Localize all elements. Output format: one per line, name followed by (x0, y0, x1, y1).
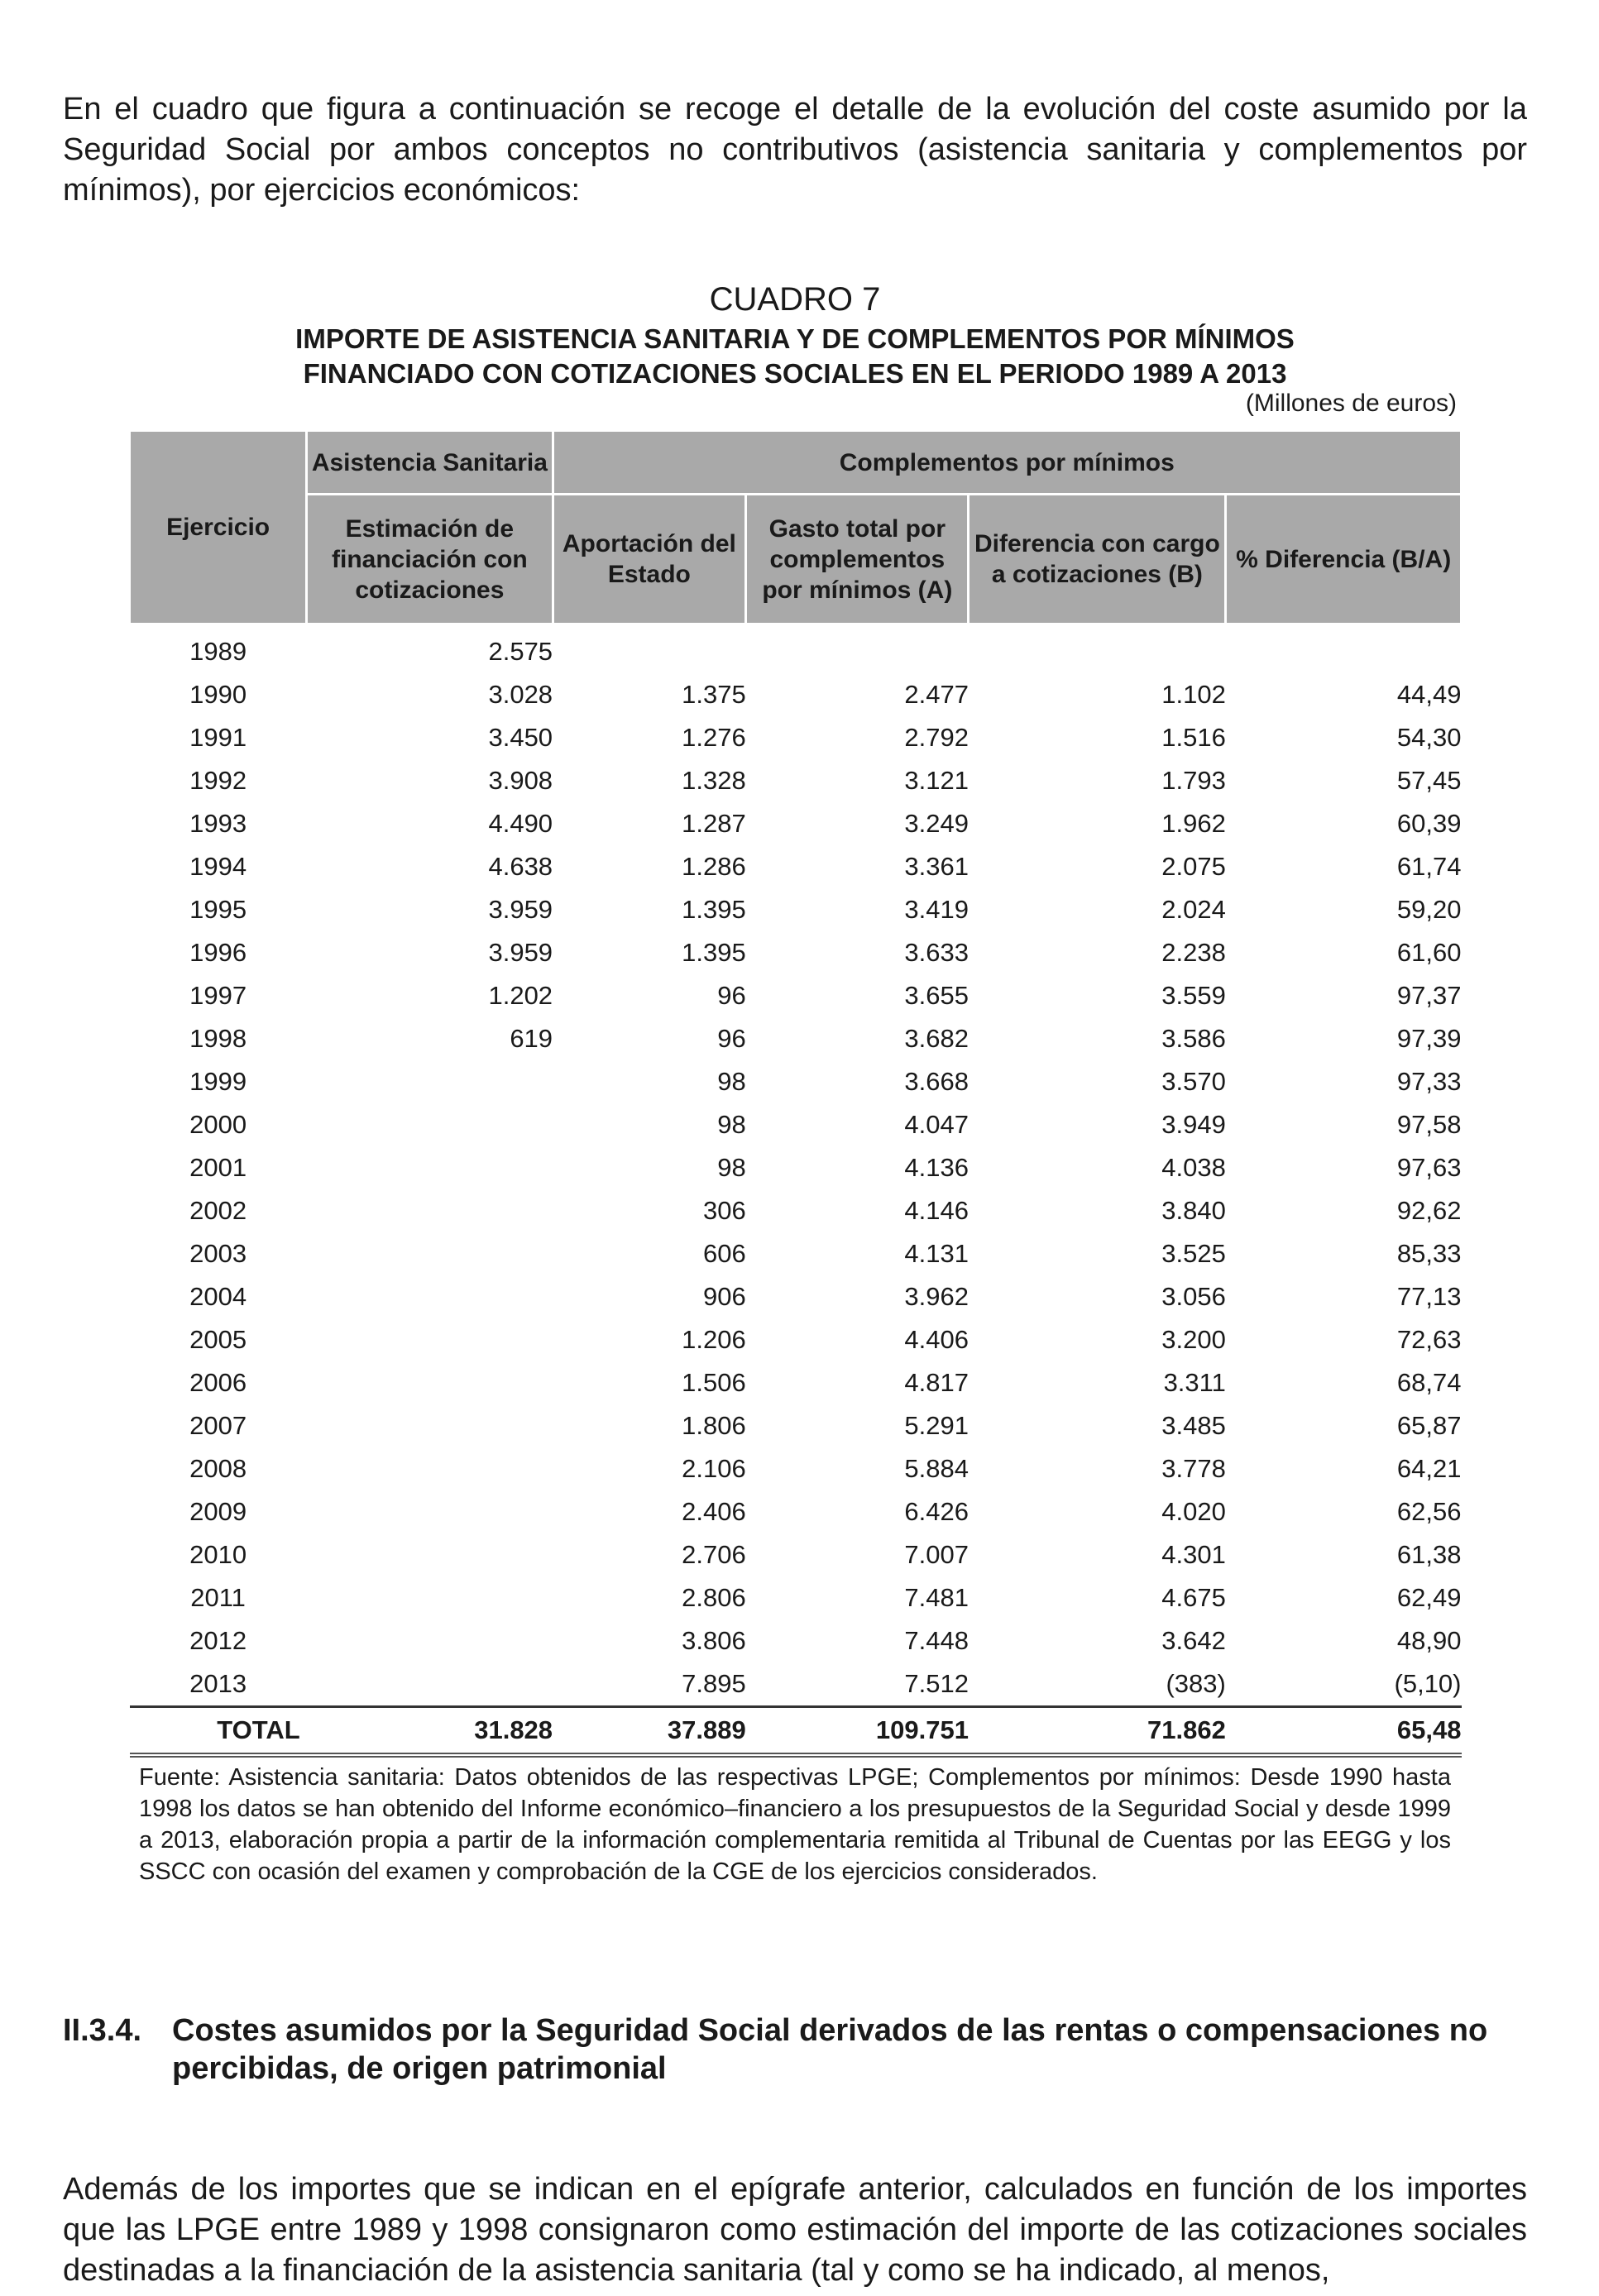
table-row (130, 1662, 1462, 1707)
cell-porcentaje: 77,13 (1396, 1282, 1462, 1311)
cell-porcentaje: 61,38 (1396, 1540, 1462, 1569)
cell-aportacion: 1.287 (682, 809, 746, 838)
cell-porcentaje: 54,30 (1396, 723, 1462, 752)
table-row (130, 1017, 1462, 1060)
table-row (130, 1361, 1462, 1404)
cell-gasto: 2.792 (904, 723, 969, 752)
cell-ejercicio: 1990 (189, 680, 247, 709)
cell-diferencia: 3.570 (1161, 1067, 1226, 1096)
cell-estimacion (307, 1361, 553, 1404)
table-row (130, 1576, 1462, 1619)
cell-gasto: 3.668 (904, 1067, 969, 1096)
cell-diferencia: 1.516 (1161, 723, 1226, 752)
cell-diferencia: 3.485 (1161, 1411, 1226, 1440)
table-row (130, 1275, 1462, 1318)
header-asistencia: Asistencia Sanitaria (307, 431, 553, 495)
cell-estimacion (307, 1232, 553, 1275)
cell-estimacion: 4.638 (488, 852, 553, 881)
table-title (129, 322, 1461, 391)
cell-gasto: 4.817 (904, 1368, 969, 1397)
header-gasto: Gasto total por complementos por mínimos (A) (746, 495, 969, 624)
cell-estimacion: 3.028 (488, 680, 553, 709)
cell-aportacion: 98 (717, 1110, 746, 1139)
table-header (130, 431, 1462, 624)
cell-ejercicio: 1995 (189, 895, 247, 924)
cell-gasto: 3.633 (904, 938, 969, 967)
cell-estimacion: 3.959 (488, 938, 553, 967)
cell-ejercicio: 2012 (189, 1626, 247, 1655)
cell-estimacion (307, 1146, 553, 1189)
cell-diferencia: 2.075 (1161, 852, 1226, 881)
cell-ejercicio: 2003 (189, 1239, 247, 1268)
table-total-row (130, 1707, 1462, 1756)
cell-aportacion: 1.286 (682, 852, 746, 881)
header-ejercicio: Ejercicio (130, 431, 307, 624)
cell-aportacion: 3.806 (682, 1626, 746, 1655)
table-row (130, 974, 1462, 1017)
cell-porcentaje: 97,33 (1396, 1067, 1462, 1096)
cell-diferencia: 3.642 (1161, 1626, 1226, 1655)
table-row (130, 1318, 1462, 1361)
cell-diferencia: 3.840 (1161, 1196, 1226, 1225)
header-aportacion: Aportación del Estado (553, 495, 746, 624)
cell-porcentaje: 44,49 (1396, 680, 1462, 709)
cell-gasto: 4.146 (904, 1196, 969, 1225)
cell-estimacion (307, 1447, 553, 1490)
total-cell-ejercicio: TOTAL (130, 1707, 307, 1756)
cell-gasto: 3.655 (904, 981, 969, 1010)
cell-ejercicio: 2011 (190, 1583, 246, 1612)
header-complementos: Complementos por mínimos (553, 431, 1461, 495)
table-row (130, 1232, 1462, 1275)
table-row (130, 1447, 1462, 1490)
cell-aportacion: 2.806 (682, 1583, 746, 1612)
cell-porcentaje: 97,39 (1396, 1024, 1462, 1053)
cell-estimacion (307, 1404, 553, 1447)
cell-gasto: 5.884 (904, 1454, 969, 1483)
intro-paragraph: En el cuadro que figura a continuación se recoge el detalle de la evolución del coste asumido por la Seguridad Social por ambos conceptos no contributivos (asistencia sanitaria y complementos por mínimos), por ejercicios económicos: (63, 92, 1527, 208)
cell-gasto: 3.249 (904, 809, 969, 838)
table-row (130, 1490, 1462, 1533)
cell-estimacion (307, 1103, 553, 1146)
table-row (130, 716, 1462, 759)
cell-ejercicio: 2000 (189, 1110, 247, 1139)
total-cell-diferencia: 71.862 (969, 1707, 1226, 1756)
cell-ejercicio: 1991 (189, 723, 247, 752)
cell-estimacion: 4.490 (488, 809, 553, 838)
table-row (130, 802, 1462, 845)
total-cell-gasto: 109.751 (746, 1707, 969, 1756)
cell-porcentaje: 61,60 (1396, 938, 1462, 967)
table-number: CUADRO 7 (709, 281, 881, 318)
cell-diferencia: 1.962 (1161, 809, 1226, 838)
cell-aportacion: 96 (717, 1024, 746, 1053)
cell-diferencia: 3.056 (1161, 1282, 1226, 1311)
cell-ejercicio: 2005 (189, 1325, 247, 1354)
cell-gasto: 7.481 (904, 1583, 969, 1612)
cell-estimacion: 3.959 (488, 895, 553, 924)
cell-ejercicio: 2009 (189, 1497, 247, 1526)
cell-gasto: 4.406 (904, 1325, 969, 1354)
table-title-line-1: IMPORTE DE ASISTENCIA SANITARIA Y DE COMPLEMENTOS POR MÍNIMOS (295, 323, 1295, 354)
cell-ejercicio: 2010 (189, 1540, 247, 1569)
cell-porcentaje: 97,37 (1396, 981, 1462, 1010)
cell-estimacion: 3.450 (488, 723, 553, 752)
cell-ejercicio: 1996 (189, 938, 247, 967)
cell-estimacion: 619 (510, 1024, 553, 1053)
cell-ejercicio: 1992 (189, 766, 247, 795)
cell-aportacion: 2.706 (682, 1540, 746, 1569)
cell-porcentaje: 92,62 (1396, 1196, 1462, 1225)
cell-porcentaje: 85,33 (1396, 1239, 1462, 1268)
cell-diferencia: 3.586 (1161, 1024, 1226, 1053)
table-row (130, 1619, 1462, 1662)
table-row (130, 1404, 1462, 1447)
cell-porcentaje: 72,63 (1396, 1325, 1462, 1354)
table-row (130, 1533, 1462, 1576)
cell-ejercicio: 1993 (189, 809, 247, 838)
cell-gasto: 4.136 (904, 1153, 969, 1182)
cell-estimacion (307, 1619, 553, 1662)
cell-aportacion: 906 (702, 1282, 746, 1311)
table-row (130, 673, 1462, 716)
section-number: II.3.4. (63, 2013, 142, 2048)
cell-diferencia: 4.020 (1161, 1497, 1226, 1526)
cell-porcentaje: 97,63 (1396, 1153, 1462, 1182)
cell-gasto: 3.419 (904, 895, 969, 924)
table-row (130, 1189, 1462, 1232)
cell-gasto: 3.121 (904, 766, 969, 795)
cell-aportacion: 306 (702, 1196, 746, 1225)
cell-diferencia: 3.525 (1161, 1239, 1226, 1268)
cell-ejercicio: 1997 (189, 981, 247, 1010)
table-row (130, 931, 1462, 974)
cell-porcentaje: 62,56 (1396, 1497, 1462, 1526)
cell-aportacion: 606 (702, 1239, 746, 1268)
cell-gasto: 7.448 (904, 1626, 969, 1655)
cell-estimacion (307, 1533, 553, 1576)
cell-ejercicio: 2013 (130, 1662, 307, 1707)
data-table (128, 429, 1463, 1758)
cell-aportacion (553, 624, 746, 674)
header-estimacion: Estimación de financiación con cotizaciones (307, 495, 553, 624)
cell-aportacion: 1.395 (682, 938, 746, 967)
cell-porcentaje: 59,20 (1396, 895, 1462, 924)
table-units: (Millones de euros) (1245, 390, 1457, 417)
cell-diferencia: 3.559 (1161, 981, 1226, 1010)
cell-porcentaje: 62,49 (1396, 1583, 1462, 1612)
cell-diferencia: 3.949 (1161, 1110, 1226, 1139)
cell-gasto: 4.047 (904, 1110, 969, 1139)
table-source-note: Fuente: Asistencia sanitaria: Datos obtenidos de las respectivas LPGE; Complementos por mínimos: Desde 1990 hasta 1998 los datos se han obtenido del Informe económico–financiero a los presupuestos de la Seguridad Social y desde 1999 a 2013, elaboración propia a partir de la información complementaria remitida al Tribunal de Cuentas por las EEGG y los SSCC con ocasión del examen y comprobación de la CGE de los ejercicios considerados. (139, 1764, 1451, 1885)
cell-gasto: 7.512 (746, 1662, 969, 1707)
cell-diferencia: 3.778 (1161, 1454, 1226, 1483)
cell-porcentaje: 65,87 (1396, 1411, 1462, 1440)
cell-estimacion (307, 1576, 553, 1619)
cell-aportacion: 1.506 (682, 1368, 746, 1397)
table-row (130, 1060, 1462, 1103)
total-cell-aportacion: 37.889 (553, 1707, 746, 1756)
cell-aportacion: 1.276 (682, 723, 746, 752)
cell-diferencia: 4.301 (1161, 1540, 1226, 1569)
table-body (130, 624, 1462, 1756)
table-row (130, 1103, 1462, 1146)
cell-aportacion: 98 (717, 1067, 746, 1096)
cell-estimacion: 2.575 (488, 637, 553, 666)
header-porcentaje: % Diferencia (B/A) (1226, 495, 1462, 624)
cell-aportacion: 1.375 (682, 680, 746, 709)
cell-diferencia: 1.102 (1161, 680, 1226, 709)
cell-gasto: 2.477 (904, 680, 969, 709)
cell-diferencia: 3.311 (1163, 1368, 1226, 1397)
cell-porcentaje: 97,58 (1396, 1110, 1462, 1139)
cell-diferencia: 2.024 (1161, 895, 1226, 924)
total-cell-estimacion: 31.828 (307, 1707, 553, 1756)
cell-ejercicio: 2004 (189, 1282, 247, 1311)
cell-porcentaje: (5,10) (1226, 1662, 1462, 1707)
table-row (130, 759, 1462, 802)
cell-gasto: 4.131 (904, 1239, 969, 1268)
cell-porcentaje: 61,74 (1396, 852, 1462, 881)
cell-estimacion: 3.908 (488, 766, 553, 795)
cell-diferencia: 2.238 (1161, 938, 1226, 967)
cell-estimacion: 1.202 (488, 981, 553, 1010)
header-diferencia: Diferencia con cargo a cotizaciones (B) (969, 495, 1226, 624)
cell-estimacion (307, 1662, 553, 1707)
cell-porcentaje: 60,39 (1396, 809, 1462, 838)
cell-aportacion: 1.806 (682, 1411, 746, 1440)
cell-diferencia: (383) (969, 1662, 1226, 1707)
cell-estimacion (307, 1060, 553, 1103)
cell-gasto: 7.007 (904, 1540, 969, 1569)
cell-ejercicio: 2002 (189, 1196, 247, 1225)
cell-estimacion (307, 1490, 553, 1533)
cell-ejercicio: 2001 (189, 1153, 247, 1182)
cell-ejercicio: 2008 (189, 1454, 247, 1483)
cell-estimacion (307, 1318, 553, 1361)
cell-aportacion: 96 (717, 981, 746, 1010)
table-row (130, 1146, 1462, 1189)
cell-diferencia (969, 624, 1226, 674)
cell-gasto: 6.426 (904, 1497, 969, 1526)
section-title: Costes asumidos por la Seguridad Social derivados de las rentas o compensaciones no percibidas, de origen patrimonial (172, 2013, 1488, 2086)
cell-aportacion: 1.206 (682, 1325, 746, 1354)
cell-porcentaje: 68,74 (1396, 1368, 1462, 1397)
cell-ejercicio: 2006 (189, 1368, 247, 1397)
cell-ejercicio: 1999 (189, 1067, 247, 1096)
cell-aportacion: 98 (717, 1153, 746, 1182)
table-row (130, 624, 1462, 674)
cell-ejercicio: 1989 (189, 637, 247, 666)
cell-estimacion (307, 1275, 553, 1318)
cell-diferencia: 4.038 (1161, 1153, 1226, 1182)
closing-paragraph: Además de los importes que se indican en el epígrafe anterior, calculados en función de los importes que las LPGE entre 1989 y 1998 consignaron como estimación del importe de las cotizaciones sociales destinadas a la financiación de la asistencia sanitaria (tal y como se ha indicado, al menos, (63, 2172, 1527, 2288)
cell-gasto: 5.291 (904, 1411, 969, 1440)
cell-ejercicio: 1998 (189, 1024, 247, 1053)
cell-porcentaje: 64,21 (1396, 1454, 1462, 1483)
cell-aportacion: 2.106 (682, 1454, 746, 1483)
cell-porcentaje (1226, 624, 1462, 674)
cell-gasto (746, 624, 969, 674)
cell-estimacion (307, 1189, 553, 1232)
total-cell-porcentaje: 65,48 (1226, 1707, 1462, 1756)
table-row (130, 845, 1462, 888)
cell-porcentaje: 57,45 (1396, 766, 1462, 795)
cell-porcentaje: 48,90 (1396, 1626, 1462, 1655)
cell-diferencia: 1.793 (1161, 766, 1226, 795)
cell-ejercicio: 2007 (189, 1411, 247, 1440)
cell-ejercicio: 1994 (189, 852, 247, 881)
cell-gasto: 3.682 (904, 1024, 969, 1053)
cell-diferencia: 4.675 (1161, 1583, 1226, 1612)
cell-diferencia: 3.200 (1161, 1325, 1226, 1354)
cell-aportacion: 1.328 (682, 766, 746, 795)
table-title-line-2: FINANCIADO CON COTIZACIONES SOCIALES EN EL PERIODO 1989 A 2013 (303, 358, 1287, 389)
cell-aportacion: 7.895 (553, 1662, 746, 1707)
cell-aportacion: 1.395 (682, 895, 746, 924)
cell-gasto: 3.361 (904, 852, 969, 881)
table-row (130, 888, 1462, 931)
cell-aportacion: 2.406 (682, 1497, 746, 1526)
cell-gasto: 3.962 (904, 1282, 969, 1311)
